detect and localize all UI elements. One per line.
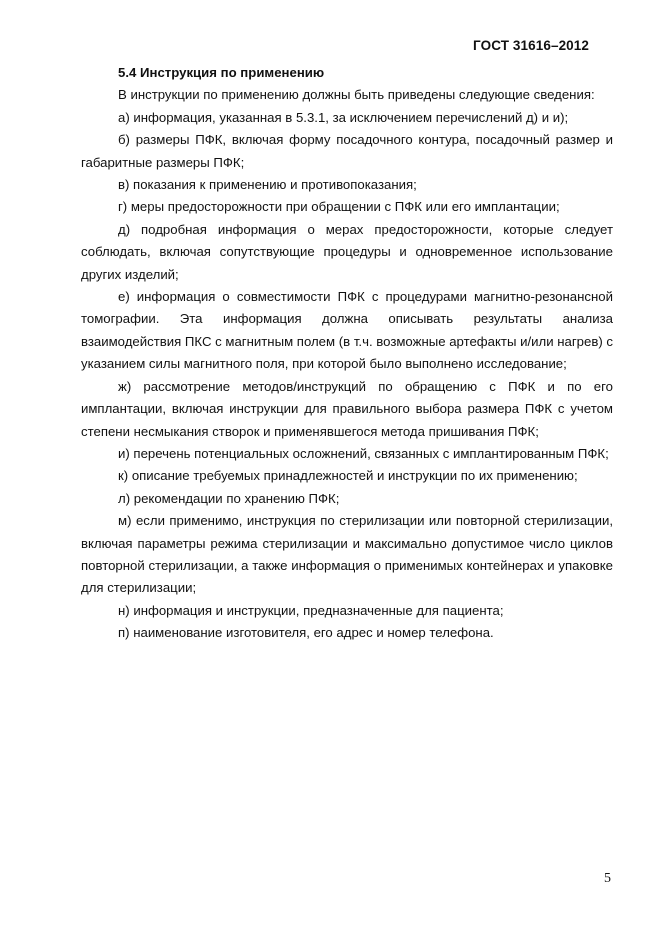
section-content (81, 62, 613, 645)
list-item-k: к) описание требуемых принадлежностей и инструкции по их применению; (118, 468, 578, 484)
list-item-a: а) информация, указанная в 5.3.1, за исключением перечислений д) и и); (118, 109, 569, 125)
list-item-i: и) перечень потенциальных осложнений, связанных с имплантированным ПФК; (118, 445, 609, 461)
list-item-v: в) показания к применению и противопоказания; (118, 177, 417, 193)
list-item-g: г) меры предосторожности при обращении с ПФК или его имплантации; (118, 199, 560, 215)
section-intro: В инструкции по применению должны быть приведены следующие сведения: (118, 87, 595, 103)
list-item-n: н) информация и инструкции, предназначенные для пациента; (118, 602, 504, 618)
list-item-zh: ж) рассмотрение методов/инструкций по обращению с ПФК и по его имплантации, включая инструкции для правильного выбора размера ПФК с учетом степени несмыкания створок и применявшегося метода пришивания ПФК; (81, 378, 613, 439)
section-title: 5.4 Инструкция по применению (118, 65, 325, 80)
list-item-d: д) подробная информация о мерах предосторожности, которые следует соблюдать, включая сопутствующие процедуры и одновременное использование других изделий; (81, 221, 613, 282)
page-number: 5 (604, 871, 611, 886)
document-code: ГОСТ 31616–2012 (473, 38, 589, 53)
list-item-e: е) информация о совместимости ПФК с процедурами магнитно-резонансной томографии. Эта информация должна описывать результаты анализа взаимодействия ПКС с магнитным полем (в т.ч. возможные артефакты и/или нагрев) с указанием силы магнитного поля, при которой было выполнено исследование; (81, 289, 613, 372)
list-item-b: б) размеры ПФК, включая форму посадочного контура, посадочный размер и габаритные размеры ПФК; (81, 132, 613, 170)
list-item-p: п) наименование изготовителя, его адрес и номер телефона. (118, 625, 494, 641)
list-item-l: л) рекомендации по хранению ПФК; (118, 490, 340, 506)
list-item-m: м) если применимо, инструкция по стерилизации или повторной стерилизации, включая параметры режима стерилизации и максимально допустимое число циклов повторной стерилизации, а также информация о применимых контейнерах и упаковке для стерилизации; (81, 513, 613, 596)
